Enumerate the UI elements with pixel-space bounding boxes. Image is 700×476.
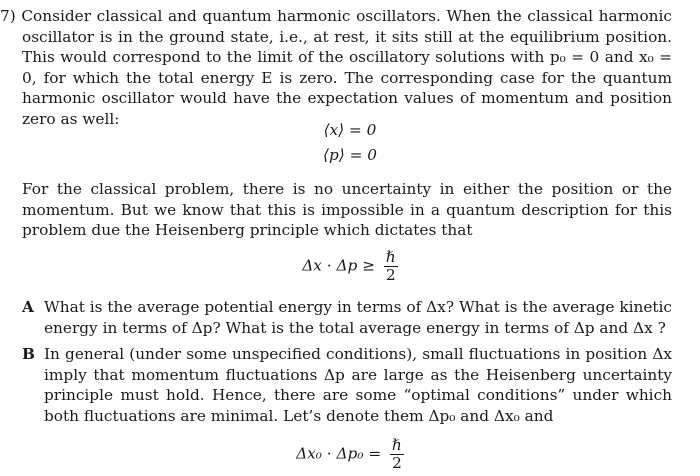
part-b-label: B	[22, 345, 35, 363]
equation-expectation-p: ⟨p⟩ = 0	[322, 146, 377, 164]
optimal-lhs: Δx₀ · Δp₀ =	[296, 444, 382, 463]
fraction-denominator: 2	[385, 266, 396, 284]
intro-text: Consider classical and quantum harmonic oscillators. When the classical harmonic oscillator is in the ground state, i.e., at rest, it sits still at the equilibrium position. This would correspond to the limit of the oscillatory solutions with p₀ = 0 and x₀ = 0, for which the total energy E is zero. The corresponding case for the quantum harmonic oscillator would have the expectation values of momentum and position zero as well:	[21, 7, 672, 128]
optimal-numerator: ℏ	[392, 436, 402, 454]
equation-heisenberg	[0, 249, 700, 284]
problem-number: 7)	[0, 7, 16, 25]
heisenberg-lhs: Δx · Δp ≥	[302, 256, 376, 275]
problem-intro	[0, 6, 672, 129]
uncertainty-paragraph: For the classical problem, there is no uncertainty in either the position or the momentum. But we know that this is impossible in a quantum description for this problem due the Heisenberg principle which dictates that	[22, 180, 672, 239]
part-a-label: A	[22, 298, 34, 316]
hbar-over-two-fraction	[384, 249, 398, 284]
part-b-text: In general (under some unspecified conditions), small fluctuations in position Δx imply that momentum fluctuations Δp are large as the Heisenberg uncertainty principle must hold. Hence, there are some “optimal conditions” under which both fluctuations are minimal. Let’s denote them Δp₀ and Δx₀ and	[44, 345, 672, 425]
part-a	[22, 297, 672, 338]
part-b	[22, 344, 672, 426]
optimal-fraction	[390, 437, 404, 472]
fraction-numerator: ℏ	[385, 248, 396, 266]
optimal-denominator: 2	[392, 454, 402, 472]
equation-expectation-x: ⟨x⟩ = 0	[323, 121, 377, 139]
part-a-text: What is the average potential energy in terms of Δx? What is the average kinetic energy in terms of Δp? What is the total average energy in terms of Δp and Δx ?	[44, 298, 672, 337]
equation-optimal	[0, 437, 700, 472]
